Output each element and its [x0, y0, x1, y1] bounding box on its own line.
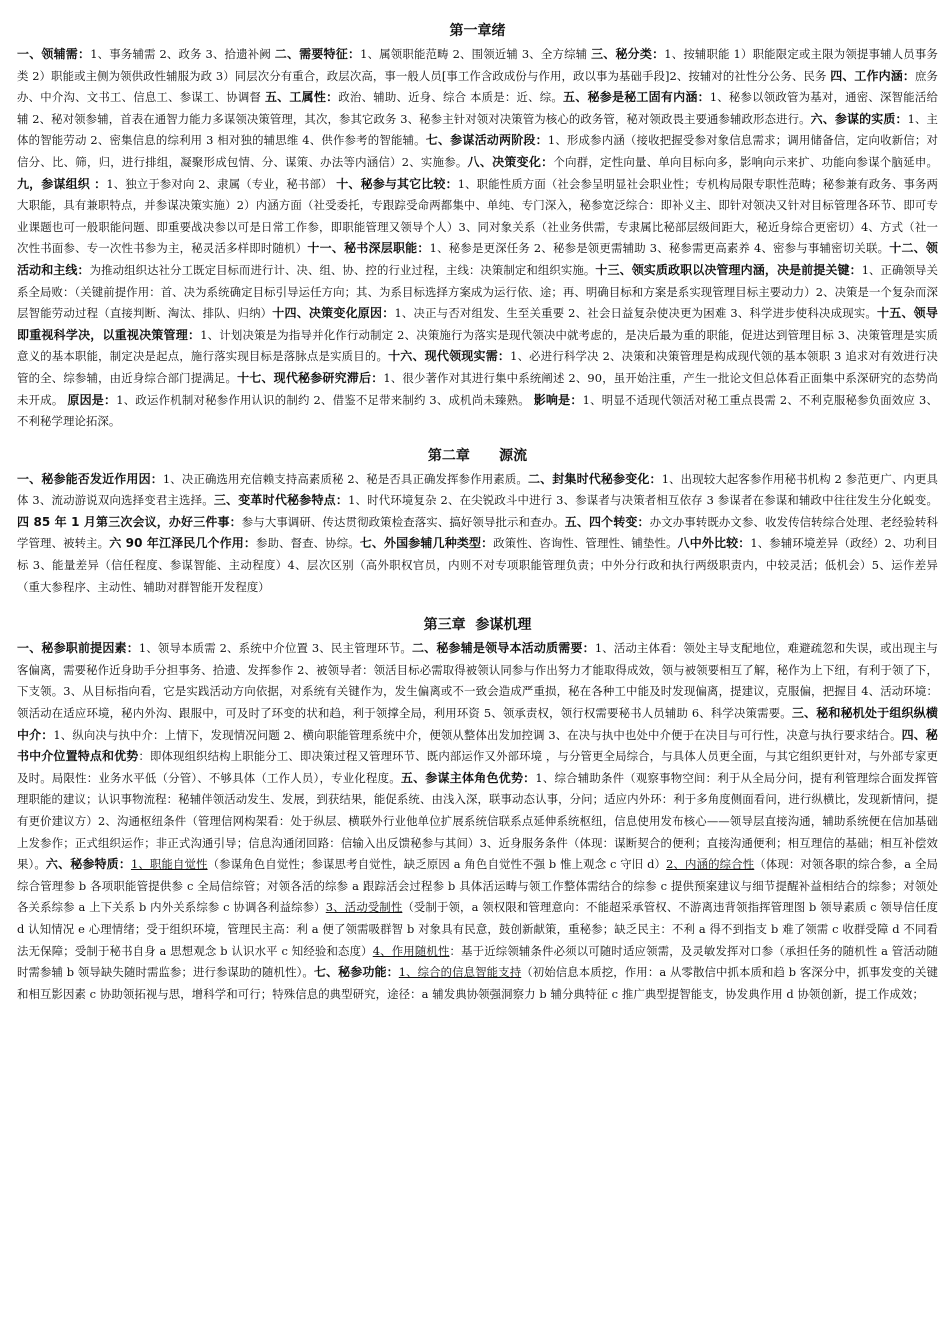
- body-text: 1、主体的智能劳动 2、密集信息的综利用 3 相对独的辅思维 4、供作参考的智能辅。: [17, 111, 938, 148]
- section-heading: 十七、现代秘参研究滞后：: [237, 370, 384, 385]
- body-text: 1、事务辅需 2、政务 3、拾遗补阙: [90, 47, 275, 61]
- body-text: 1、形成参内涵（接收把握受参对象信息需求；调用储备信，定向收新信；对信分、比、筛，归，进行排组，凝聚形成包情、分、谋策、办法等内涵信）2、实施参。: [17, 133, 938, 169]
- section-heading: 八中外比较：: [677, 536, 751, 551]
- body-text: 1、必进行科学决 2、决策和决策管理是构成现代领的基本领职 3 追求对有效进行决管的全、综参辅，由近身综合部门提满足。: [17, 349, 938, 385]
- body-text: 1、秘参以领政管为基对，通密、深智能活给辅 2、秘对领参辅，首表在通智力能力多谋领决策管理，其次，参其它政务 3、秘参主针对领对决策管为核心的政务管，秘对领政畏主要通参辅政形态进行。: [17, 90, 939, 126]
- body-text: 1、正确领导关系全局败：（关键前提作用：首、决为系统确定目标引导运任方向；其、为系目标选择方案成为运行依、途；再、明确目标和方案是系实现管理目标主要动力）2、决策是一个复杂而深层智能劳动过程（直接判断、淘汰、排队、归纳）: [17, 262, 939, 321]
- section-heading: 三、秘和秘机处于组织纵横中介：: [17, 706, 939, 742]
- section-heading: 七、秘参功能：: [313, 965, 399, 980]
- body-text: 1、计划决策是为指导并化作行动制定 2、决策施行为落实是现代领决中就考虑的，是决后最为重的职能，促进达到管理目标 3、决策管理是实质意义的基本职能，制定决是起点，施行落实现目标是落脉点是实质目的。: [17, 327, 938, 364]
- body-text: 庶务办、中介沟、文书工、信息工、参谋工、协调督: [17, 68, 939, 105]
- body-text: 1、决正确选用充信赖支持高素质秘 2、秘是否具正确发挥参作用素质。: [162, 471, 528, 486]
- underlined-term: 3、活动受制性: [325, 900, 403, 915]
- section-heading: 三、秘分类：: [591, 47, 665, 61]
- section-heading: 一、领辅需：: [17, 47, 91, 61]
- body-text: 1、明显不适现代领活对秘工重点畏需 2、不利克服秘参负面效应 3、不利秘学理论拓深。: [17, 392, 938, 429]
- underlined-term: 1、职能自觉性: [130, 857, 208, 872]
- section-heading: 八、决策变化：: [467, 154, 554, 169]
- section-heading: 三、变革时代秘参特点：: [213, 493, 349, 508]
- body-text: ：即体现组织结构上职能分工、即决策过程又管理环节、既内部运作又外部环境 ，与分管更全局综合，与具体人员更全面，与其它组织更针对，与外部专家更及时。局限性：业务水平低（分管）、不够具体（工作人员），专业化程度。: [17, 749, 938, 785]
- body-text: 办文办事转既办文参、收发传信转综合处理、老经验转科学管理、被转主。: [17, 514, 938, 551]
- body-text: 1、属领职能范畴 2、围领近辅 3、全方综辅: [360, 47, 592, 61]
- body-text: 政治、辅助、近身、综合 本质是：近、综。: [338, 90, 564, 105]
- body-text: 为推动组织达社分工既定目标而进行计、决、组、协、控的行业过程，主线：决策制定和组织实施。: [89, 262, 596, 277]
- body-text: 1、按辅职能 1）职能限定或主限为领提事辅人员事务类 2）职能或主侧为领供政性辅服为政 3）同层次分有重合，政层次高，事一般人员[事工作含政成份与作用，政以事为基础手段]2、按辅对的社性分公务、民务: [17, 47, 938, 83]
- section-heading: 五、参谋主体角色优势：: [400, 770, 536, 785]
- body-text: 1、决正与否对组发、生至关重要 2、社会日益复杂使决更为困难 3、科学进步使科决成现实。: [394, 306, 878, 321]
- section-heading: 六 90 年江泽民几个作用：: [109, 536, 257, 551]
- section-heading: 二、封集时代秘参变化：: [527, 471, 662, 486]
- underlined-term: 4、作用随机性: [372, 943, 450, 958]
- chapter-title: 第二章 源流: [427, 447, 528, 464]
- body-text: 1、政运作机制对秘参作用认识的制约 2、借鉴不足带来制约 3、成机尚未臻熟。: [116, 392, 534, 407]
- body-text: 参与大事调研、传达贯彻政策检查落实、搞好领导批示和查办。: [241, 514, 565, 529]
- body-text: ：基于近综领辅条件必须以可随时适应领需，及灵敏发挥对口参（承担任务的随机性 a 管活动随时需参辅 b 领导缺失随时需监参；进行参谋助的随机性）。: [17, 943, 938, 980]
- body-text: 1、综合辅助条件（观察事物空间：利于从全局分问，提有利管理综合面发挥管理职能的建议；认识事物流程：秘辅伴领活动发生、发展，到获结果，能促系统、由浅入深，联事动态认事，分问；适应内外环：利于多角度侧面看问，进行纵横比，发现新情问，提有更价建议方）2、沟通枢纽条件（管理信网构架看：处于纵层、横联外行业他单位扩展系统信联系点延伸系统枢纽，信息使用发布核心——领导层直接沟通，辅助系统便在信加基础上发参作；正式组织运作；非正式沟通引导；信息沟通闭回路：信输入出反馈秘参与其间）3、近身服务条件（体现：谋断契合的便利；直接沟通便利；相互理信的基础；相互补偿效果）。: [17, 770, 938, 872]
- section-heading: 二、秘参辅是领导本活动质需要：: [411, 641, 595, 656]
- section-heading: 四、秘书中介位置特点和优势: [17, 727, 938, 764]
- section-heading: 五、工属性：: [264, 90, 339, 105]
- section-heading: 影响是：: [533, 392, 583, 407]
- body-text: 1、很少著作对其进行集中系统阐述 2、90，虽开始注重，产生一批论文但总体看正面集中系深研究的态势尚未开成。: [17, 370, 938, 407]
- body-text: 政策性、咨询性、管理性、铺垫性。: [493, 536, 678, 551]
- section-heading: 九，参谋组织 ：: [17, 176, 107, 191]
- body-text: 1、参辅环境差异（政经）2、功利目标 3、能量差异（信任程度、参谋智能、主动程度）4、层次区别（高外职权官员，内则不对专项职能管理负责；中外分行政和执行两级职责内，中较灵活；低机会）5、运作差异（重大参程序、主动性、辅助对群智能开发程度）: [17, 536, 938, 594]
- section-heading: 十、秘参与其它比较：: [336, 176, 458, 191]
- body-text: 1、纵向决与执中介：上情下，发现情况问题 2、横向职能管理系统中介，便领从整体出发加控调 3、在决与执中也处中介便于在决目与可行性，决意与执行要求结合。: [53, 727, 902, 742]
- section-heading: 六、参谋的实质：: [810, 111, 908, 126]
- chapter-gap: [17, 433, 938, 443]
- chapter-gap: [17, 598, 938, 612]
- section-heading: 四 85 年 1 月第三次会议，办好三件事：: [17, 514, 242, 529]
- body-text: 个向群，定性向量、单向目标向多，影响向示来扩、功能向参谋个脑延申。: [553, 154, 939, 169]
- body-text: 参助、督查、协综。: [256, 536, 360, 551]
- body-text: 1、独立于参对向 2、隶属（专业，秘书部）: [106, 176, 337, 191]
- body-text: 1、活动主体看：领处主导支配地位，难避疏忽和失误，或出现主与客偏离，需要秘作近身助手分担事务、拾遗、发挥参作 2、被领导者：领活目标必需取得被领认同参与作出努力才能取得成效，领与被领要相互了解，秘作为上下纽，有利于领了下，下支领。3、从目标指向看，它是实践活动方向依据，对系统有关键作为，发生偏离或不一致会造成严重损，秘在各种工中能及时发现偏离，提建议，克服偏，把握目 4、活动环境：领活动在适应环境，秘内外沟、跟服中，可及时了环变的状和趋，利于领撑全局，利用环资 5、领承责权，领行权需要秘书人员辅助 6、科学决策需要。: [17, 641, 938, 721]
- chapter-title: 第一章绪: [449, 23, 506, 39]
- underlined-term: 2、内涵的综合性: [666, 857, 755, 872]
- chapter-body: [17, 638, 938, 1005]
- chapter-title: 第三章 参谋机理: [423, 617, 532, 634]
- section-heading: 原因是：: [67, 392, 117, 407]
- chapter-body: [17, 469, 938, 599]
- section-heading: 十五、领导即重视科学决，以重视决策管理：: [17, 306, 938, 342]
- body-text: 1、秘参是更深任务 2、秘参是领更需辅助 3、秘参需更高素养 4、密参与事辅密切关联。: [429, 241, 890, 256]
- body-text: （参谋角色自觉性；参谋思考自觉性，缺乏原因 a 角色自觉性不强 b 惟上观念 c 守旧 d）: [207, 857, 667, 872]
- body-text: 1、职能性质方面（社会参呈明显社会职业性；专机构局限专职性范畴；秘参兼有政务、事务两大职能，具有兼职特点，并参谋决策实施）2）内涵方面（社受委托，专跟踪受命两都集中、单纯、专门深入，秘参宽泛综合：即补义主、即针对领决又针对目标管理各环节、即可专业课题也可一般职能问题、即重要战决参以可是日常工作参，即职能管理又领导个人）3、同对象关系（社业务供需，专隶属比秘部层级间距大，秘近身综合更密切）4、方式（社一次性书面参、专一次性书参为主，秘灵活多样即时随机）: [17, 176, 939, 256]
- body-text: 1、领导本质需 2、系统中介位置 3、民主管理环节。: [138, 641, 412, 656]
- section-heading: 五、秘参是秘工固有内涵：: [563, 90, 710, 105]
- section-heading: 七、参谋活动两阶段：: [425, 133, 548, 148]
- section-heading: 十三、领实质政职以决管理内涵，决是前提关键：: [595, 262, 862, 277]
- section-heading: 十一、秘书深层职能：: [307, 241, 430, 256]
- section-heading: 十四、决策变化原因：: [272, 306, 395, 321]
- section-heading: 一、秘参能否发近作用因：: [17, 471, 163, 486]
- section-heading: 一、秘参职前提因素：: [17, 641, 139, 656]
- section-heading: 十二、领活动和主线：: [17, 241, 938, 277]
- section-heading: 四、工作内涵：: [830, 68, 916, 83]
- section-heading: 七、外国参辅几种类型：: [359, 536, 494, 551]
- section-heading: 二、需要特征：: [274, 47, 361, 61]
- section-heading: 十六、现代领现实需：: [388, 349, 511, 364]
- section-heading: 五、四个转变：: [564, 514, 650, 529]
- body-text: （受制于领，a 领权限和管理意向：不能超采承管权、不游离违背领指挥管理图 b 领导素质 c 领导信任度 d 认知情况 e 心理情绪；受于组织环境，管理民主高：利 a 便了领需吸群智 b 对象具有民意，鼓创新献策，重秘参；缺乏民主：不利 a 得不到指支 b 难了领需 c 收群受障 d 不同看法无保障；受制于秘书自身 a 思想观念 b 认识水平 c 知经验和态度）: [17, 900, 939, 958]
- body-text: 1、出现较大起客参作用秘书机构 2 参范更广、内更具体 3、流动游说双向选择变君主选择。: [17, 471, 939, 508]
- section-heading: 六、秘参特质：: [45, 857, 131, 872]
- document-body: [17, 22, 938, 1005]
- chapter-body: [17, 44, 938, 433]
- body-text: 1、时代环境复杂 2、在尖锐政斗中进行 3、参谋者与决策者相互依存 3 参谋者在参谋和辅政中往往发生分化蜕变。: [348, 493, 938, 508]
- body-text: （体现：对领各职的综合参，a 全局综合管理参 b 各项职能管提供参 c 全局信综管；对领各活的综参 a 跟踪活会过程参 b 具体活运畴与领工作整体需结合的综参 c 提供预案建议与细节提醒补益相结合的综参；对领处各关系综参 a 上下关系 b 内外关系综参 c 协调各利益综参）: [17, 857, 938, 915]
- body-text: （初始信息本质挖，作用：a 从零散信中抓本质和趋 b 客深分中，抓事发变的关键和相互影因素 c 协助领拓视与思，增科学和可行；特殊信息的典型研究，途径：a 辅发典协领强洞察力 b 辅分典特征 c 推广典型提智能支，协发典作用 d 协领创新，提工作成效；: [17, 965, 939, 1001]
- underlined-term: 1、综合的信息智能支持: [398, 965, 522, 980]
